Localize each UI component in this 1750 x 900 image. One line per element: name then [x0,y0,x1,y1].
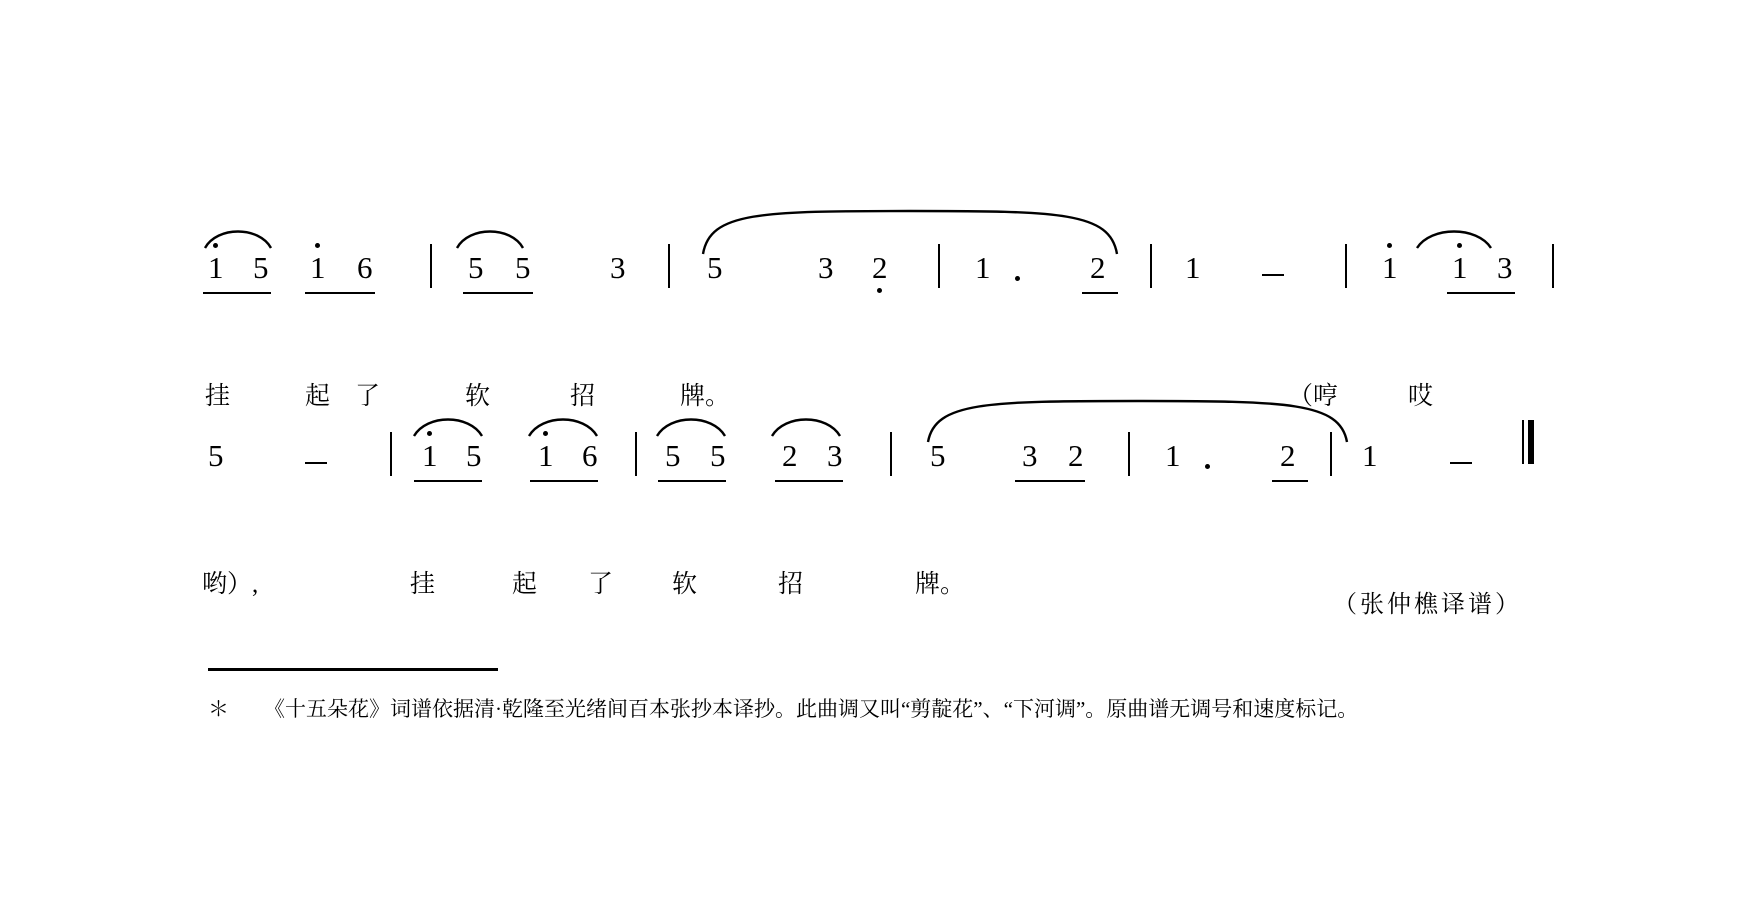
note: 2 [1090,250,1106,285]
slur-icon [700,208,1120,256]
note: 5 [253,250,269,285]
lyric-syllable: 招 [570,383,596,410]
note: 2 [1280,438,1296,473]
note: 1 [538,438,554,473]
note: 1 [1185,250,1201,285]
footnote-marker: ＊ [208,697,229,721]
footnote-text: 《十五朵花》词谱依据清·乾隆至光绪间百本张抄本译抄。此曲调又叫“剪靛花”、“下河调”。原曲谱无调号和速度标记。 [264,697,1359,721]
barline [938,244,940,288]
slur-icon [527,412,599,438]
note: 2 [872,250,888,285]
note: 5 [468,250,484,285]
barline [1128,432,1130,476]
beam-underline [1015,480,1085,482]
lyric-syllable: （哼 [1288,383,1339,410]
note: 1 [310,250,326,285]
beam-underline [658,480,726,482]
note: 3 [1022,438,1038,473]
note: 1 [208,250,224,285]
dotted-rhythm-dot [1205,464,1210,469]
barline [1345,244,1347,288]
slur-icon [412,412,484,438]
notes-row-1 [0,232,1750,302]
note: 1 [1382,250,1398,285]
arranger-credit: （张仲樵译谱） [1333,592,1522,618]
lyric-syllable: 起 [305,383,331,410]
music-system-2 [0,420,1750,598]
lyric-syllable: 起 [512,571,538,598]
lyric-syllable: 招 [778,571,804,598]
slur-icon [455,224,525,250]
beam-underline [1272,480,1308,482]
sustain-dash [305,462,327,464]
barline [1150,244,1152,288]
note: 1 [422,438,438,473]
beam-underline [1447,292,1515,294]
music-system-1 [0,232,1750,410]
beam-underline [203,292,271,294]
beam-underline [414,480,482,482]
lyric-syllable: 牌。 [680,383,731,410]
note: 5 [930,438,946,473]
note: 3 [827,438,843,473]
lyric-syllable: 牌。 [915,571,966,598]
note: 6 [357,250,373,285]
sustain-dash [1262,274,1284,276]
note: 3 [1497,250,1513,285]
lyric-syllable: 了 [355,383,381,410]
lyric-syllable: 软 [465,383,491,410]
note: 5 [466,438,482,473]
lyrics-row-1 [0,302,1750,410]
lyric-syllable: 挂 [410,571,436,598]
lyric-syllable: 软 [672,571,698,598]
note: 5 [707,250,723,285]
note: 2 [1068,438,1084,473]
note: 3 [818,250,834,285]
slur-icon [1415,224,1493,250]
note: 5 [665,438,681,473]
barline [668,244,670,288]
barline [1330,432,1332,476]
note: 5 [710,438,726,473]
note: 3 [610,250,626,285]
note: 1 [1165,438,1181,473]
sustain-dash [1450,462,1472,464]
barline [1552,244,1554,288]
lyrics-row-2 [0,490,1750,598]
notes-row-2 [0,420,1750,490]
note: 5 [515,250,531,285]
lyric-syllable: 哟）, [202,571,259,598]
footnote [208,686,1568,732]
barline [890,432,892,476]
note: 6 [582,438,598,473]
barline [430,244,432,288]
note: 5 [208,438,224,473]
beam-underline [775,480,843,482]
beam-underline [305,292,375,294]
dotted-rhythm-dot [1015,276,1020,281]
note: 1 [1452,250,1468,285]
beam-underline [530,480,598,482]
note: 1 [1362,438,1378,473]
beam-underline [1082,292,1118,294]
barline [635,432,637,476]
footnote-separator [208,668,498,671]
lyric-syllable: 挂 [205,383,231,410]
barline [390,432,392,476]
lyric-syllable: 了 [588,571,614,598]
note: 2 [782,438,798,473]
slur-icon [655,412,727,438]
note: 1 [975,250,991,285]
beam-underline [463,292,533,294]
lyric-syllable: 哎 [1408,383,1434,410]
slur-icon [770,412,842,438]
